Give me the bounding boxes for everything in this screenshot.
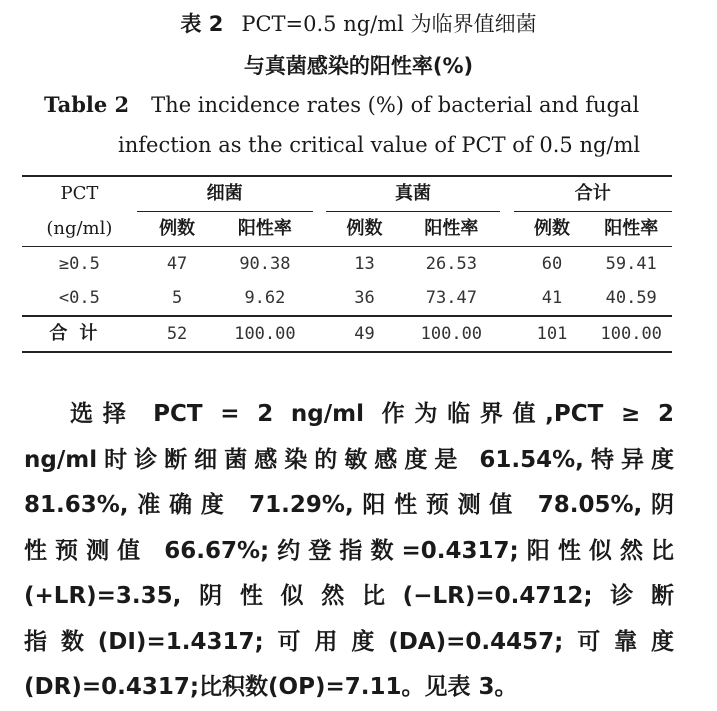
paragraph-line: ng/ml时诊断细菌感染的敏感度是 61.54%,特异度 — [24, 446, 674, 473]
table-cell: 26.53 — [425, 254, 477, 274]
sub-header: 例数 — [514, 212, 591, 247]
table-cell: 52 — [137, 316, 218, 352]
table-row — [22, 247, 672, 282]
table-total-row — [22, 316, 672, 352]
caption-cn-line1 — [0, 8, 717, 38]
table-cell: 40.59 — [605, 288, 657, 308]
table-label-cn: 表 2 — [180, 12, 224, 36]
table-cell: 41 — [541, 288, 563, 308]
sub-header: 阳性率 — [403, 212, 500, 247]
paragraph-line: (+LR)=3.35,阴性似然比(−LR)=0.4712;诊断 — [24, 583, 674, 609]
paragraph-line: 选择 PCT = 2 ng/ml 作为临界值,PCT ≥ 2 — [70, 401, 674, 427]
col-pct-header: PCT — [22, 176, 137, 212]
caption-en-line1 — [44, 92, 639, 117]
sub-header: 例数 — [326, 212, 403, 247]
sub-header: 阳性率 — [590, 212, 672, 247]
caption-en-line2 — [118, 133, 640, 157]
table-cell: 36 — [354, 288, 375, 308]
sub-header: 阳性率 — [217, 212, 312, 247]
group-bacteria: 细菌 — [137, 176, 313, 212]
table-label-en: Table 2 — [44, 92, 130, 117]
table-cell: 49 — [326, 316, 403, 352]
row-label: ≥0.5 — [58, 254, 100, 274]
caption-cn-text-1: PCT=0.5 ng/ml 为临界值细菌 — [241, 12, 537, 36]
col-unit-header: (ng/ml) — [22, 212, 137, 247]
table-cell: 5 — [171, 288, 183, 308]
table-cell: 100.00 — [217, 316, 312, 352]
table-cell: 100.00 — [590, 316, 672, 352]
table-cell: 100.00 — [403, 316, 500, 352]
caption-cn-line2 — [0, 50, 717, 80]
table-cell: 59.41 — [605, 254, 657, 274]
caption-en-text-2: infection as the critical value of PCT of 0.5 ng/ml — [118, 133, 641, 157]
table-cell: 101 — [514, 316, 591, 352]
table-cell: 90.38 — [239, 254, 291, 274]
paragraph-line: 性预测值 66.67%;约登指数=0.4317;阳性似然比 — [24, 537, 674, 564]
paragraph-line: 81.63%,准确度 71.29%,阳性预测值 78.05%,阴 — [24, 492, 674, 518]
table-cell: 60 — [541, 254, 563, 274]
group-total: 合计 — [514, 176, 672, 212]
table-cell: 73.47 — [425, 288, 477, 308]
paragraph-line: (DR)=0.4317;比积数(OP)=7.11。见表 3。 — [24, 674, 518, 700]
table-cell: 47 — [166, 254, 188, 274]
row-label: <0.5 — [58, 288, 100, 308]
body-paragraph — [24, 392, 674, 711]
table-cell: 9.62 — [244, 288, 286, 308]
table-cell: 13 — [354, 254, 375, 274]
caption-en-text-1: The incidence rates (%) of bacterial and fugal — [151, 93, 640, 117]
paragraph-line: 指数(DI)=1.4317;可用度(DA)=0.4457;可靠度 — [24, 628, 674, 655]
caption-cn-text-2: 与真菌感染的阳性率(%) — [243, 54, 474, 78]
table-header-row-2 — [22, 212, 672, 247]
total-label: 合计 — [22, 316, 137, 352]
sub-header: 例数 — [137, 212, 218, 247]
group-fungi: 真菌 — [326, 176, 500, 212]
table-header-row-1 — [22, 176, 672, 212]
results-table — [22, 175, 672, 353]
table-row — [22, 281, 672, 316]
